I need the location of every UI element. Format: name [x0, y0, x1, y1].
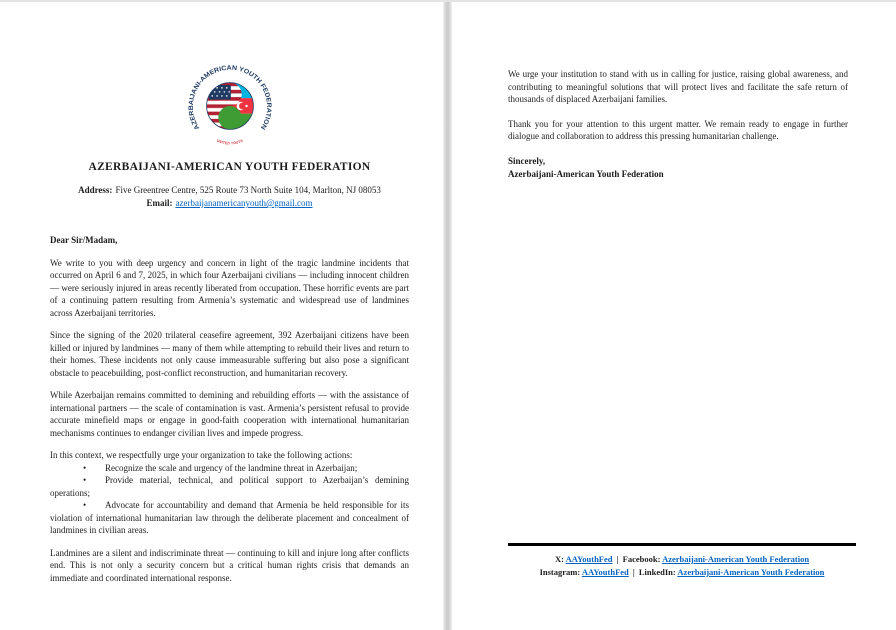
address-line — [50, 184, 409, 197]
svg-text:UNITED YOUTH — [216, 139, 244, 146]
email-label: Email: — [146, 198, 173, 208]
page-1 — [0, 2, 443, 630]
x-label: X: — [554, 554, 564, 564]
footer-divider — [508, 543, 856, 546]
letter-body-page1 — [50, 257, 409, 585]
social-footer — [508, 543, 856, 579]
signature-block — [508, 155, 848, 181]
email-link[interactable]: azerbaijanamericanyouth@gmail.com — [175, 198, 313, 208]
actions-intro: In this context, we respectfully urge your organization to take the following actions: — [50, 450, 353, 460]
logo-motto-text: UNITED YOUTH — [215, 138, 244, 146]
bullet-text: Advocate for accountability and demand that Armenia be held responsible for its violation of international humanitarian law through the deliberate placement and concealment of landmines in civilian areas. — [50, 500, 409, 535]
instagram-link[interactable]: AAYouthFed — [581, 567, 629, 577]
paragraph: Landmines are a silent and indiscriminate threat — continuing to kill and injure long after conflicts end. This is not only a security concern but a critical human rights crisis that demands an immediate and coordinated international response. — [50, 547, 409, 583]
bullet-text: Recognize the scale and urgency of the landmine threat in Azerbaijan; — [105, 462, 358, 473]
logo-ring-text: AZERBAIJANI-AMERICAN YOUTH FEDERATION — [187, 64, 272, 131]
footer-separator: | — [632, 567, 635, 577]
closing: Sincerely, — [508, 155, 546, 166]
facebook-link[interactable]: Azerbaijani-American Youth Federation — [662, 554, 810, 564]
paragraph: We urge your institution to stand with us in calling for justice, raising global awareness, and contributing to meaningful solutions that will protect lives and facilitate the safe return of thousands of displaced Azerbaijani families. — [508, 69, 848, 104]
paragraph: While Azerbaijan remains committed to demining and rebuilding efforts — with the assistance of international partners — the scale of contamination is vast. Armenia’s persistent refusal to provide accurate minefield maps or engage in good-faith cooperation with international humanitarian mechanisms continues to endanger civilian lives and impede progress. — [50, 390, 409, 438]
document-spread — [0, 2, 896, 630]
letter-body-page2 — [508, 68, 848, 143]
bullet-marker: • — [83, 475, 87, 485]
letterhead-contact — [50, 184, 409, 210]
paragraph: Thank you for your attention to this urgent matter. We remain ready to engage in further dialogue and collaboration to address this pressing humanitarian challenge. — [508, 118, 848, 141]
bullet-marker: • — [83, 462, 87, 473]
paragraph: We write to you with deep urgency and concern in light of the tragic landmine incidents that occurred on April 6 and 7, 2025, in which four Azerbaijani civilians — including innocent children — were seriously injured in areas recently liberated from occupation. These horrific events are part of a continuing pattern resulting from Armenia’s systematic and widespread use of landmines across Azerbaijani territories. — [50, 257, 409, 318]
page-2 — [452, 2, 896, 630]
bullet-text: Provide material, technical, and political support to Azerbaijan’s demining operations; — [50, 475, 409, 498]
linkedin-link[interactable]: Azerbaijani-American Youth Federation — [677, 567, 825, 577]
bullet-item — [50, 474, 409, 499]
x-link[interactable]: AAYouthFed — [565, 554, 613, 564]
paragraph: Since the signing of the 2020 trilateral ceasefire agreement, 392 Azerbaijani citizens have been killed or injured by landmines — many of them while attempting to rebuild their lives and return to their homes. These incidents not only cause immeasurable suffering but also pose a significant obstacle to peacebuilding, post-conflict reconstruction, and humanitarian recovery. — [50, 330, 409, 378]
page-divider — [443, 2, 452, 630]
address-label: Address: — [78, 185, 113, 195]
footer-line-2 — [508, 566, 856, 579]
address-value: Five Greentree Centre, 525 Route 73 North Suite 104, Marlton, NJ 08053 — [115, 185, 381, 195]
bullet-item — [50, 462, 409, 475]
footer-line-1 — [508, 553, 856, 566]
salutation: Dear Sir/Madam, — [50, 235, 118, 245]
linkedin-label: LinkedIn: — [638, 567, 676, 577]
facebook-label: Facebook: — [622, 554, 661, 564]
instagram-label: Instagram: — [539, 567, 581, 577]
bullet-item — [50, 499, 409, 537]
footer-separator: | — [616, 554, 619, 564]
email-line — [50, 197, 409, 210]
org-title: AZERBAIJANI-AMERICAN YOUTH FEDERATION — [88, 161, 371, 173]
logo-emblem-icon — [181, 60, 279, 152]
org-logo — [50, 60, 409, 152]
bullet-marker: • — [83, 500, 87, 510]
signature: Azerbaijani-American Youth Federation — [508, 168, 664, 179]
